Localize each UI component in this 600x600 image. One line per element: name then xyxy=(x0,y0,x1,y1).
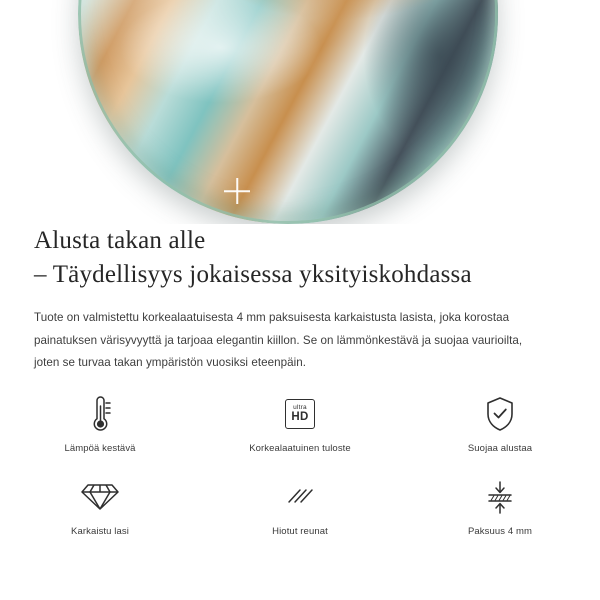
headline-line-2: – Täydellisyys jokaisessa yksityiskohdassa xyxy=(34,260,472,288)
ultra-hd-badge-bottom: HD xyxy=(291,411,309,423)
polished-edges-icon xyxy=(283,475,317,519)
feature-protects-surface xyxy=(400,392,600,469)
ultra-hd-badge-top: ultra xyxy=(293,403,307,411)
headline-line-1: Alusta takan alle xyxy=(34,227,206,254)
shield-check-icon xyxy=(483,392,517,436)
feature-label: Hiotut reunat xyxy=(272,526,328,537)
feature-label: Karkaistu lasi xyxy=(71,526,129,537)
round-marble-glass-plate-image xyxy=(78,0,498,224)
ultra-hd-icon xyxy=(285,392,315,436)
feature-label: Lämpöä kestävä xyxy=(64,443,136,454)
body-paragraph: Tuote on valmistettu korkealaatuisesta 4 mm paksuisesta karkaistusta lasista, joka korostaa painatuksen värisyvyyttä ja tarjoaa elegantin kiillon. Se on lämmönkestävä ja suojaa vaurioilta, joten se turvaa takan ympäristön vuosiksi eteenpäin. xyxy=(34,311,523,370)
feature-tempered-glass xyxy=(0,475,200,552)
feature-label: Korkealaatuinen tuloste xyxy=(249,443,351,454)
diamond-icon xyxy=(81,475,119,519)
feature-polished-edges xyxy=(200,475,400,552)
feature-thickness xyxy=(400,475,600,552)
feature-label: Suojaa alustaa xyxy=(467,443,533,454)
feature-label: Paksuus 4 mm xyxy=(467,526,533,537)
feature-grid xyxy=(0,392,600,552)
feature-high-quality-print xyxy=(200,392,400,469)
feature-heat-resistant xyxy=(0,392,200,469)
thickness-icon xyxy=(480,475,520,519)
page-title xyxy=(0,224,600,291)
content-section xyxy=(0,224,600,375)
hero-image xyxy=(0,0,600,224)
thermometer-icon xyxy=(83,392,117,436)
